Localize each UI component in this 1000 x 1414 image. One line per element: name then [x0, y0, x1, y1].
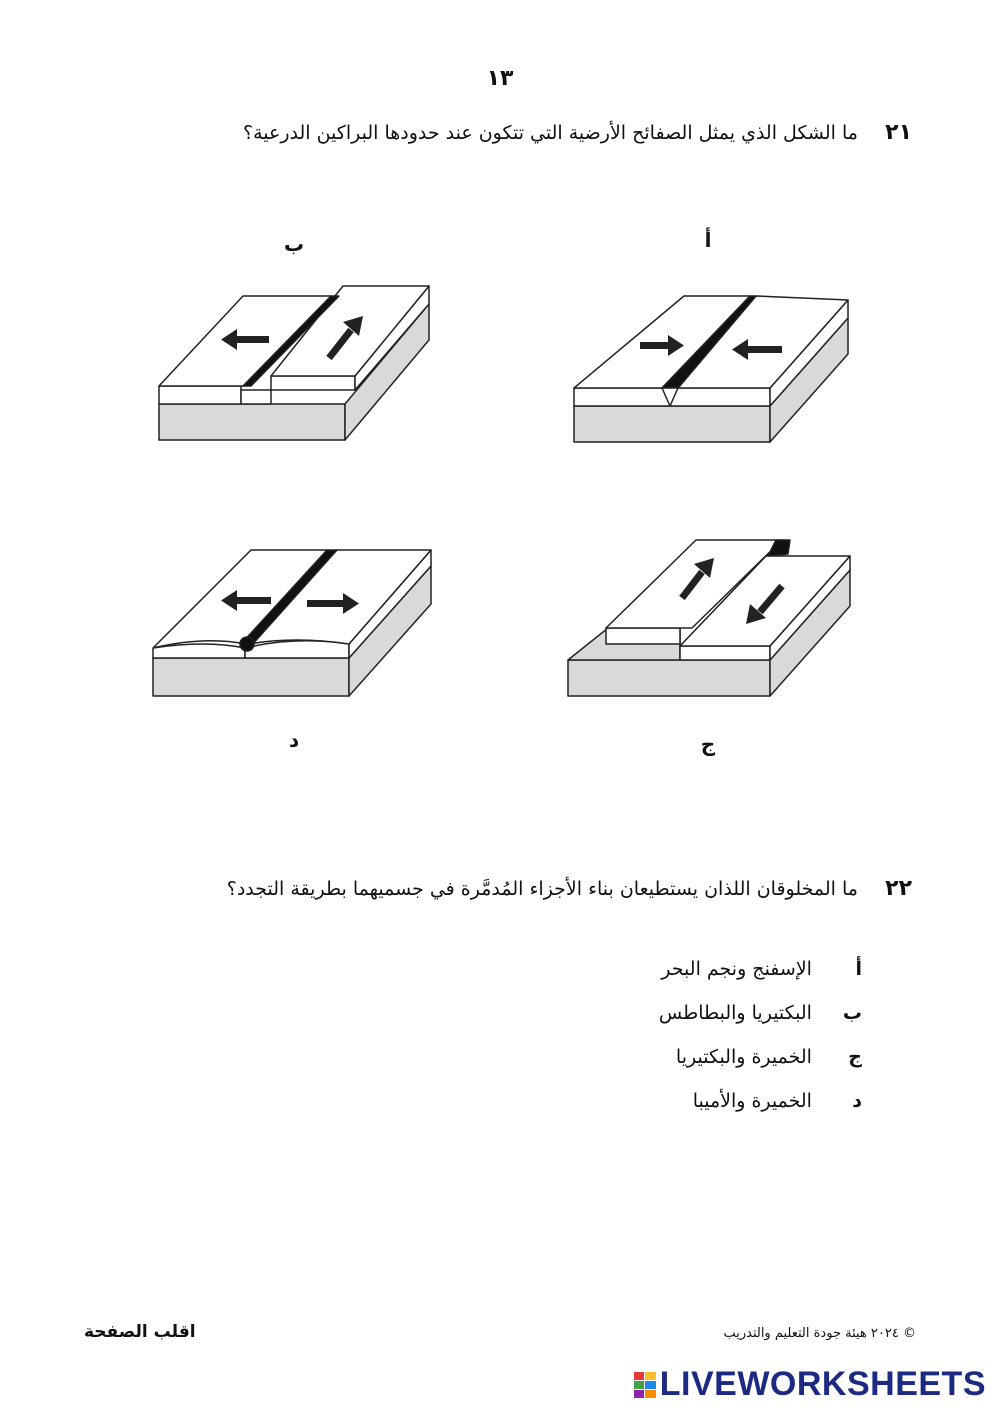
question-text: ما المخلوقان اللذان يستطيعان بناء الأجزاء المُدمَّرة في جسميهما بطريقة التجدد؟ — [226, 878, 858, 900]
figure-label-a: أ — [704, 228, 712, 252]
liveworksheets-logo-icon — [634, 1372, 656, 1398]
figure-b-transform-boundary[interactable] — [145, 278, 445, 448]
figure-d-divergent-boundary[interactable] — [145, 540, 445, 710]
figure-label-c: ج — [700, 732, 716, 756]
choice-a[interactable] — [661, 958, 862, 980]
choice-letter: ب — [842, 1002, 862, 1024]
question-text: ما الشكل الذي يمثل الصفائح الأرضية التي تتكون عند حدودها البراكين الدرعية؟ — [243, 122, 858, 144]
question-21 — [243, 120, 912, 145]
question-22 — [227, 876, 912, 901]
page-number: ١٣ — [486, 66, 514, 91]
choice-letter: أ — [855, 958, 862, 980]
choice-c[interactable] — [676, 1046, 862, 1068]
choice-letter: ج — [848, 1046, 862, 1068]
question-number: ٢١ — [885, 120, 912, 145]
choice-text: الخميرة والأميبا — [692, 1090, 812, 1112]
figure-label-b: ب — [283, 232, 305, 256]
choice-d[interactable] — [693, 1090, 862, 1112]
figure-c-transform-boundary[interactable] — [560, 528, 860, 703]
choice-text: البكتيريا والبطاطس — [658, 1002, 812, 1024]
choice-b[interactable] — [659, 1002, 862, 1024]
liveworksheets-brand[interactable] — [634, 1365, 986, 1404]
figure-a-convergent-boundary[interactable] — [560, 280, 860, 450]
copyright-note: © ٢٠٢٤ هيئة جودة التعليم والتدريب — [723, 1326, 916, 1341]
figure-label-d: د — [288, 728, 300, 752]
turn-page-note: اقلب الصفحة — [84, 1322, 196, 1342]
question-number: ٢٢ — [885, 876, 912, 901]
brand-name: LIVEWORKSHEETS — [659, 1365, 986, 1403]
choice-text: الإسفنج ونجم البحر — [661, 958, 812, 980]
choice-text: الخميرة والبكتيريا — [675, 1046, 812, 1068]
choice-letter: د — [852, 1090, 862, 1112]
